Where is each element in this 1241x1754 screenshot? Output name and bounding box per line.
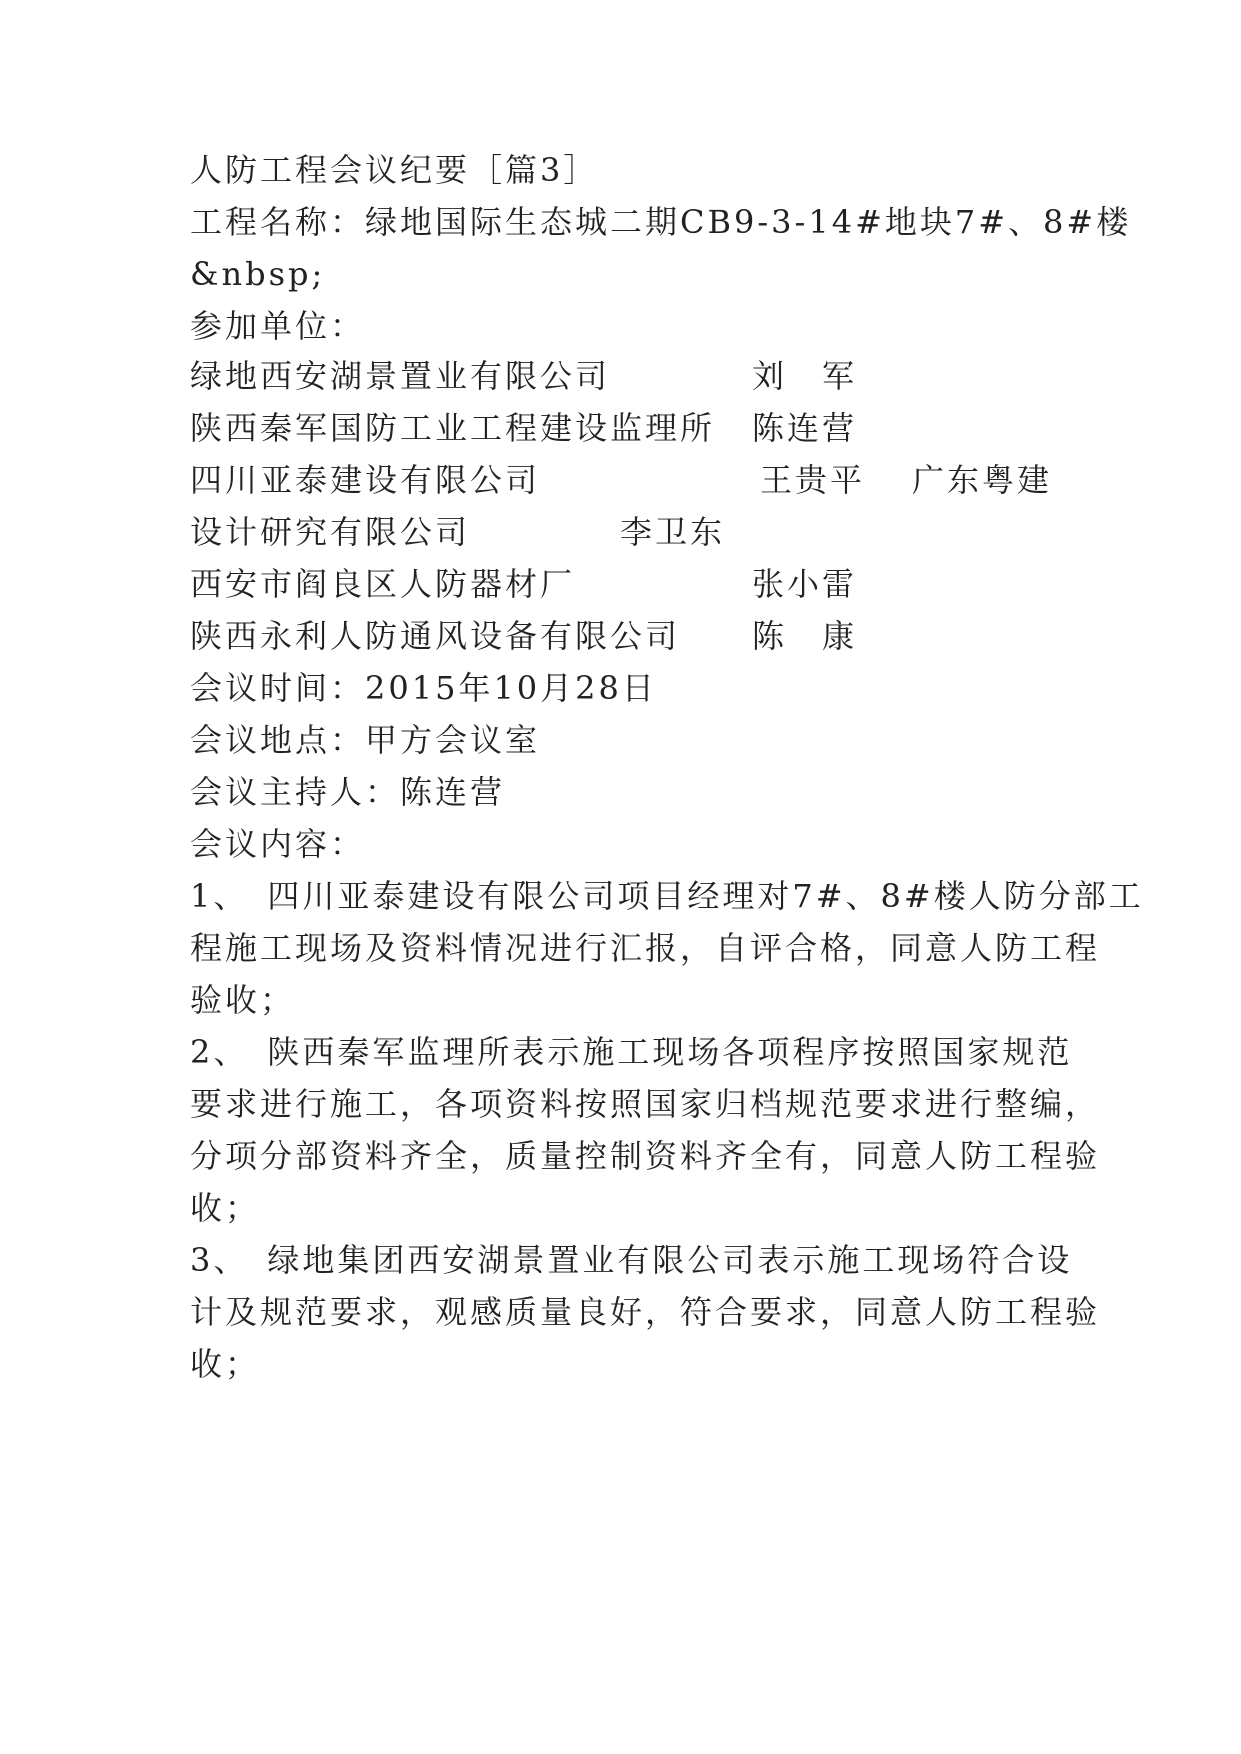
participant-org: 绿地西安湖景置业有限公司	[190, 357, 611, 395]
participant-org: 设计研究有限公司	[190, 513, 471, 551]
item-line: 1、 四川亚泰建设有限公司项目经理对7#、8#楼人防分部工	[190, 877, 1144, 915]
participant-org: 四川亚泰建设有限公司	[190, 461, 541, 499]
participant-person: 张小雷	[752, 565, 858, 603]
item-line: 2、 陕西秦军监理所表示施工现场各项程序按照国家规范	[190, 1033, 1073, 1071]
item-line: 收；	[190, 1189, 261, 1227]
participant-org: 陕西永利人防通风设备有限公司	[190, 617, 681, 655]
nbsp-line: &nbsp;	[190, 255, 326, 293]
participant-person: 王贵平	[760, 461, 866, 499]
item-line: 分项分部资料齐全，质量控制资料齐全有，同意人防工程验	[190, 1137, 1101, 1175]
meeting-time: 会议时间：2015年10月28日	[190, 669, 657, 707]
content-heading: 会议内容：	[190, 825, 366, 863]
participant-person: 陈连营	[752, 409, 858, 447]
project-name-line: 工程名称：绿地国际生态城二期CB9-3-14#地块7#、8#楼	[190, 203, 1132, 241]
participant-extra: 广东粤建	[912, 461, 1053, 499]
meeting-place: 会议地点：甲方会议室	[190, 721, 541, 759]
item-line: 验收；	[190, 981, 296, 1019]
participant-org: 西安市阎良区人防器材厂	[190, 565, 576, 603]
participant-person: 李卫东	[620, 513, 726, 551]
item-line: 程施工现场及资料情况进行汇报，自评合格，同意人防工程	[190, 929, 1101, 967]
participants-heading: 参加单位：	[190, 307, 366, 345]
participant-org: 陕西秦军国防工业工程建设监理所	[190, 409, 716, 447]
participant-person: 刘 军	[752, 357, 858, 395]
document-title: 人防工程会议纪要［篇3］	[190, 151, 599, 189]
item-line: 收；	[190, 1345, 261, 1383]
participant-person: 陈 康	[752, 617, 858, 655]
item-line: 要求进行施工，各项资料按照国家归档规范要求进行整编，	[190, 1085, 1101, 1123]
item-line: 计及规范要求，观感质量良好，符合要求，同意人防工程验	[190, 1293, 1101, 1331]
item-line: 3、 绿地集团西安湖景置业有限公司表示施工现场符合设	[190, 1241, 1073, 1279]
meeting-host: 会议主持人：陈连营	[190, 773, 506, 811]
